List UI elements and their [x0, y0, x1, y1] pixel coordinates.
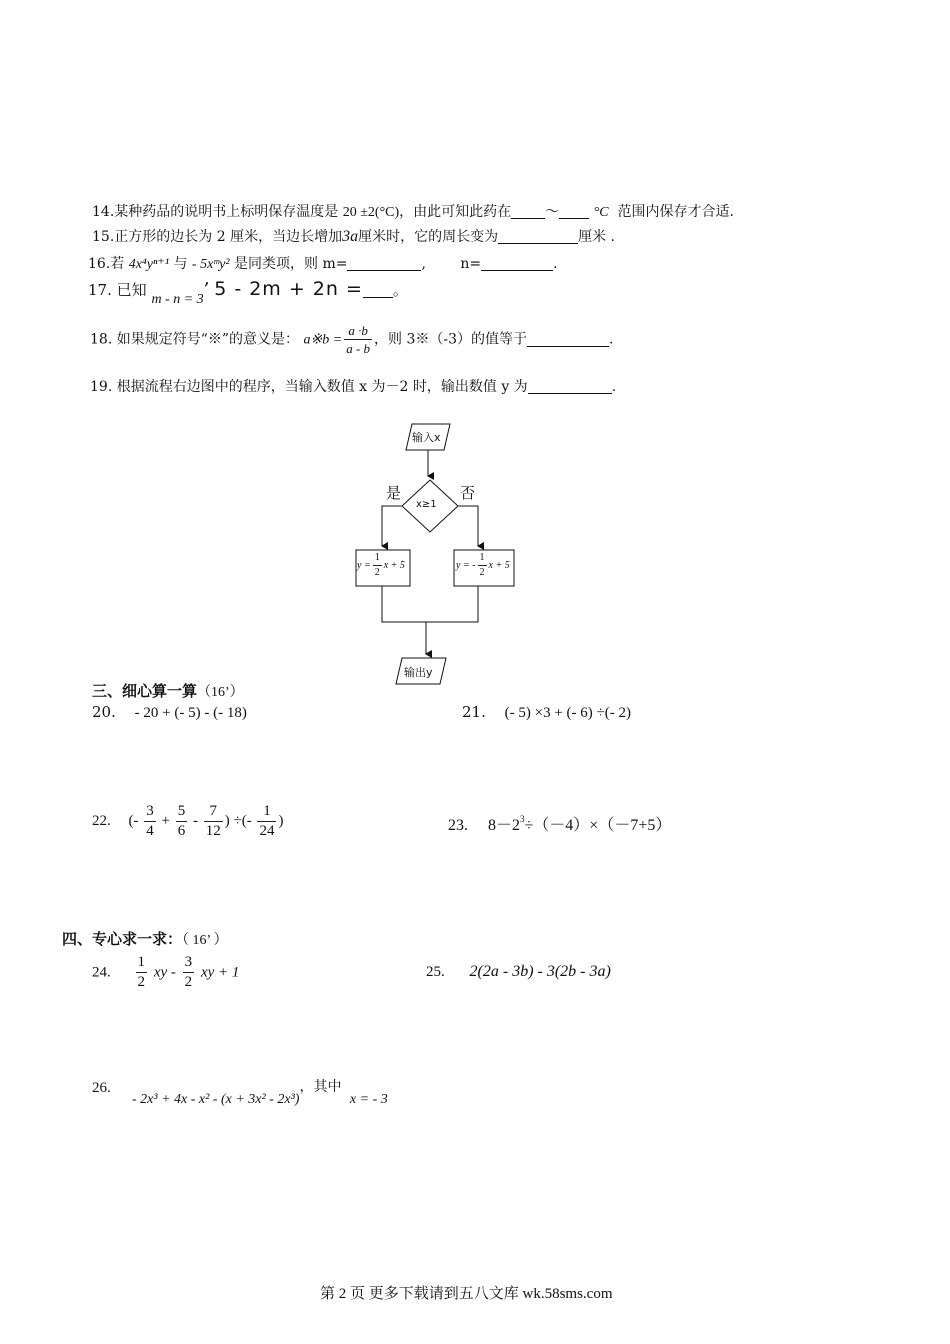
- page-footer: 第 2 页 更多下载请到五八文库 wk.58sms.com: [320, 1286, 613, 1302]
- question-24: 24. $\frac{1}{2}$ xy - $\frac{3}{2}$ xy + 1: [92, 954, 240, 990]
- flow-output-label: 输出y: [404, 666, 433, 679]
- question-17: 17. 已知 m - n = 3’ 5 - 2m + 2n = 。: [88, 278, 408, 307]
- flow-no-label: 否: [460, 484, 476, 502]
- question-25: 25. 2(2a - 3b) - 3(2b - 3a): [426, 963, 611, 980]
- question-number: 14.: [92, 204, 115, 220]
- answer-blank[interactable]: [527, 332, 609, 347]
- question-23: 23. $8-2^3\div(-4)\times(-7+5)$: [448, 814, 672, 834]
- answer-blank[interactable]: [511, 204, 545, 219]
- flow-input-label: 输入x: [412, 431, 441, 444]
- flow-left-formula: y = $\frac{1}{2}$ x + 5: [357, 552, 405, 578]
- arrow-yes: [382, 506, 402, 546]
- arrow-no: [458, 506, 478, 546]
- question-14: 14.某种药品的说明书上标明保存温度是 20 ±2(°C)，由此可知此药在 ～ °C 范围内保存才合适.: [92, 204, 734, 220]
- answer-blank[interactable]: [498, 229, 578, 244]
- question-18: 18. 如果规定符号“※”的意义是： a※b = $\frac{a \cdot b}{a - b}$ ，则 3※（-3）的值等于 .: [90, 323, 614, 356]
- merge-line: [382, 586, 478, 622]
- flow-yes-label: 是: [386, 484, 402, 502]
- question-20: 20. - 20 + (- 5) - (- 18): [92, 703, 247, 721]
- answer-blank[interactable]: [363, 287, 393, 298]
- section-4-heading: 四、专心求一求：（ 16’ ）: [62, 930, 228, 948]
- section-3-heading: 三、细心算一算（16’）: [92, 682, 244, 700]
- flow-condition-label: x≥1: [416, 499, 437, 510]
- question-19: 19. 根据流程右边图中的程序，当输入数值 x 为－2 时，输出数值 y 为 .: [90, 379, 617, 395]
- question-21: 21. (- 5) ×3 + (- 6) ÷(- 2): [462, 703, 631, 721]
- answer-blank-n[interactable]: [481, 256, 553, 271]
- question-26: 26.: [92, 1080, 111, 1096]
- question-26-body: - 2x³ + 4x - x² - (x + 3x² - 2x³)，其中 x = - 3: [132, 1079, 388, 1107]
- answer-blank-m[interactable]: [347, 256, 421, 271]
- question-22: 22. (- $\frac{3}{4}$ + $\frac{5}{6}$ - $\frac{7}{12}$ ) ÷(- $\frac{1}{24}$ ): [92, 803, 284, 839]
- flow-right-formula: y = - $\frac{1}{2}$ x + 5: [456, 552, 510, 578]
- answer-blank[interactable]: [559, 204, 589, 219]
- answer-blank[interactable]: [528, 379, 612, 394]
- question-16: 16.若 4x⁴yⁿ⁺¹ 与 - 5xᵐy² 是同类项，则 m= , n= .: [88, 256, 558, 272]
- question-15: 15.正方形的边长为 2 厘米，当边长增加3a厘米时，它的周长变为 厘米 .: [92, 228, 615, 245]
